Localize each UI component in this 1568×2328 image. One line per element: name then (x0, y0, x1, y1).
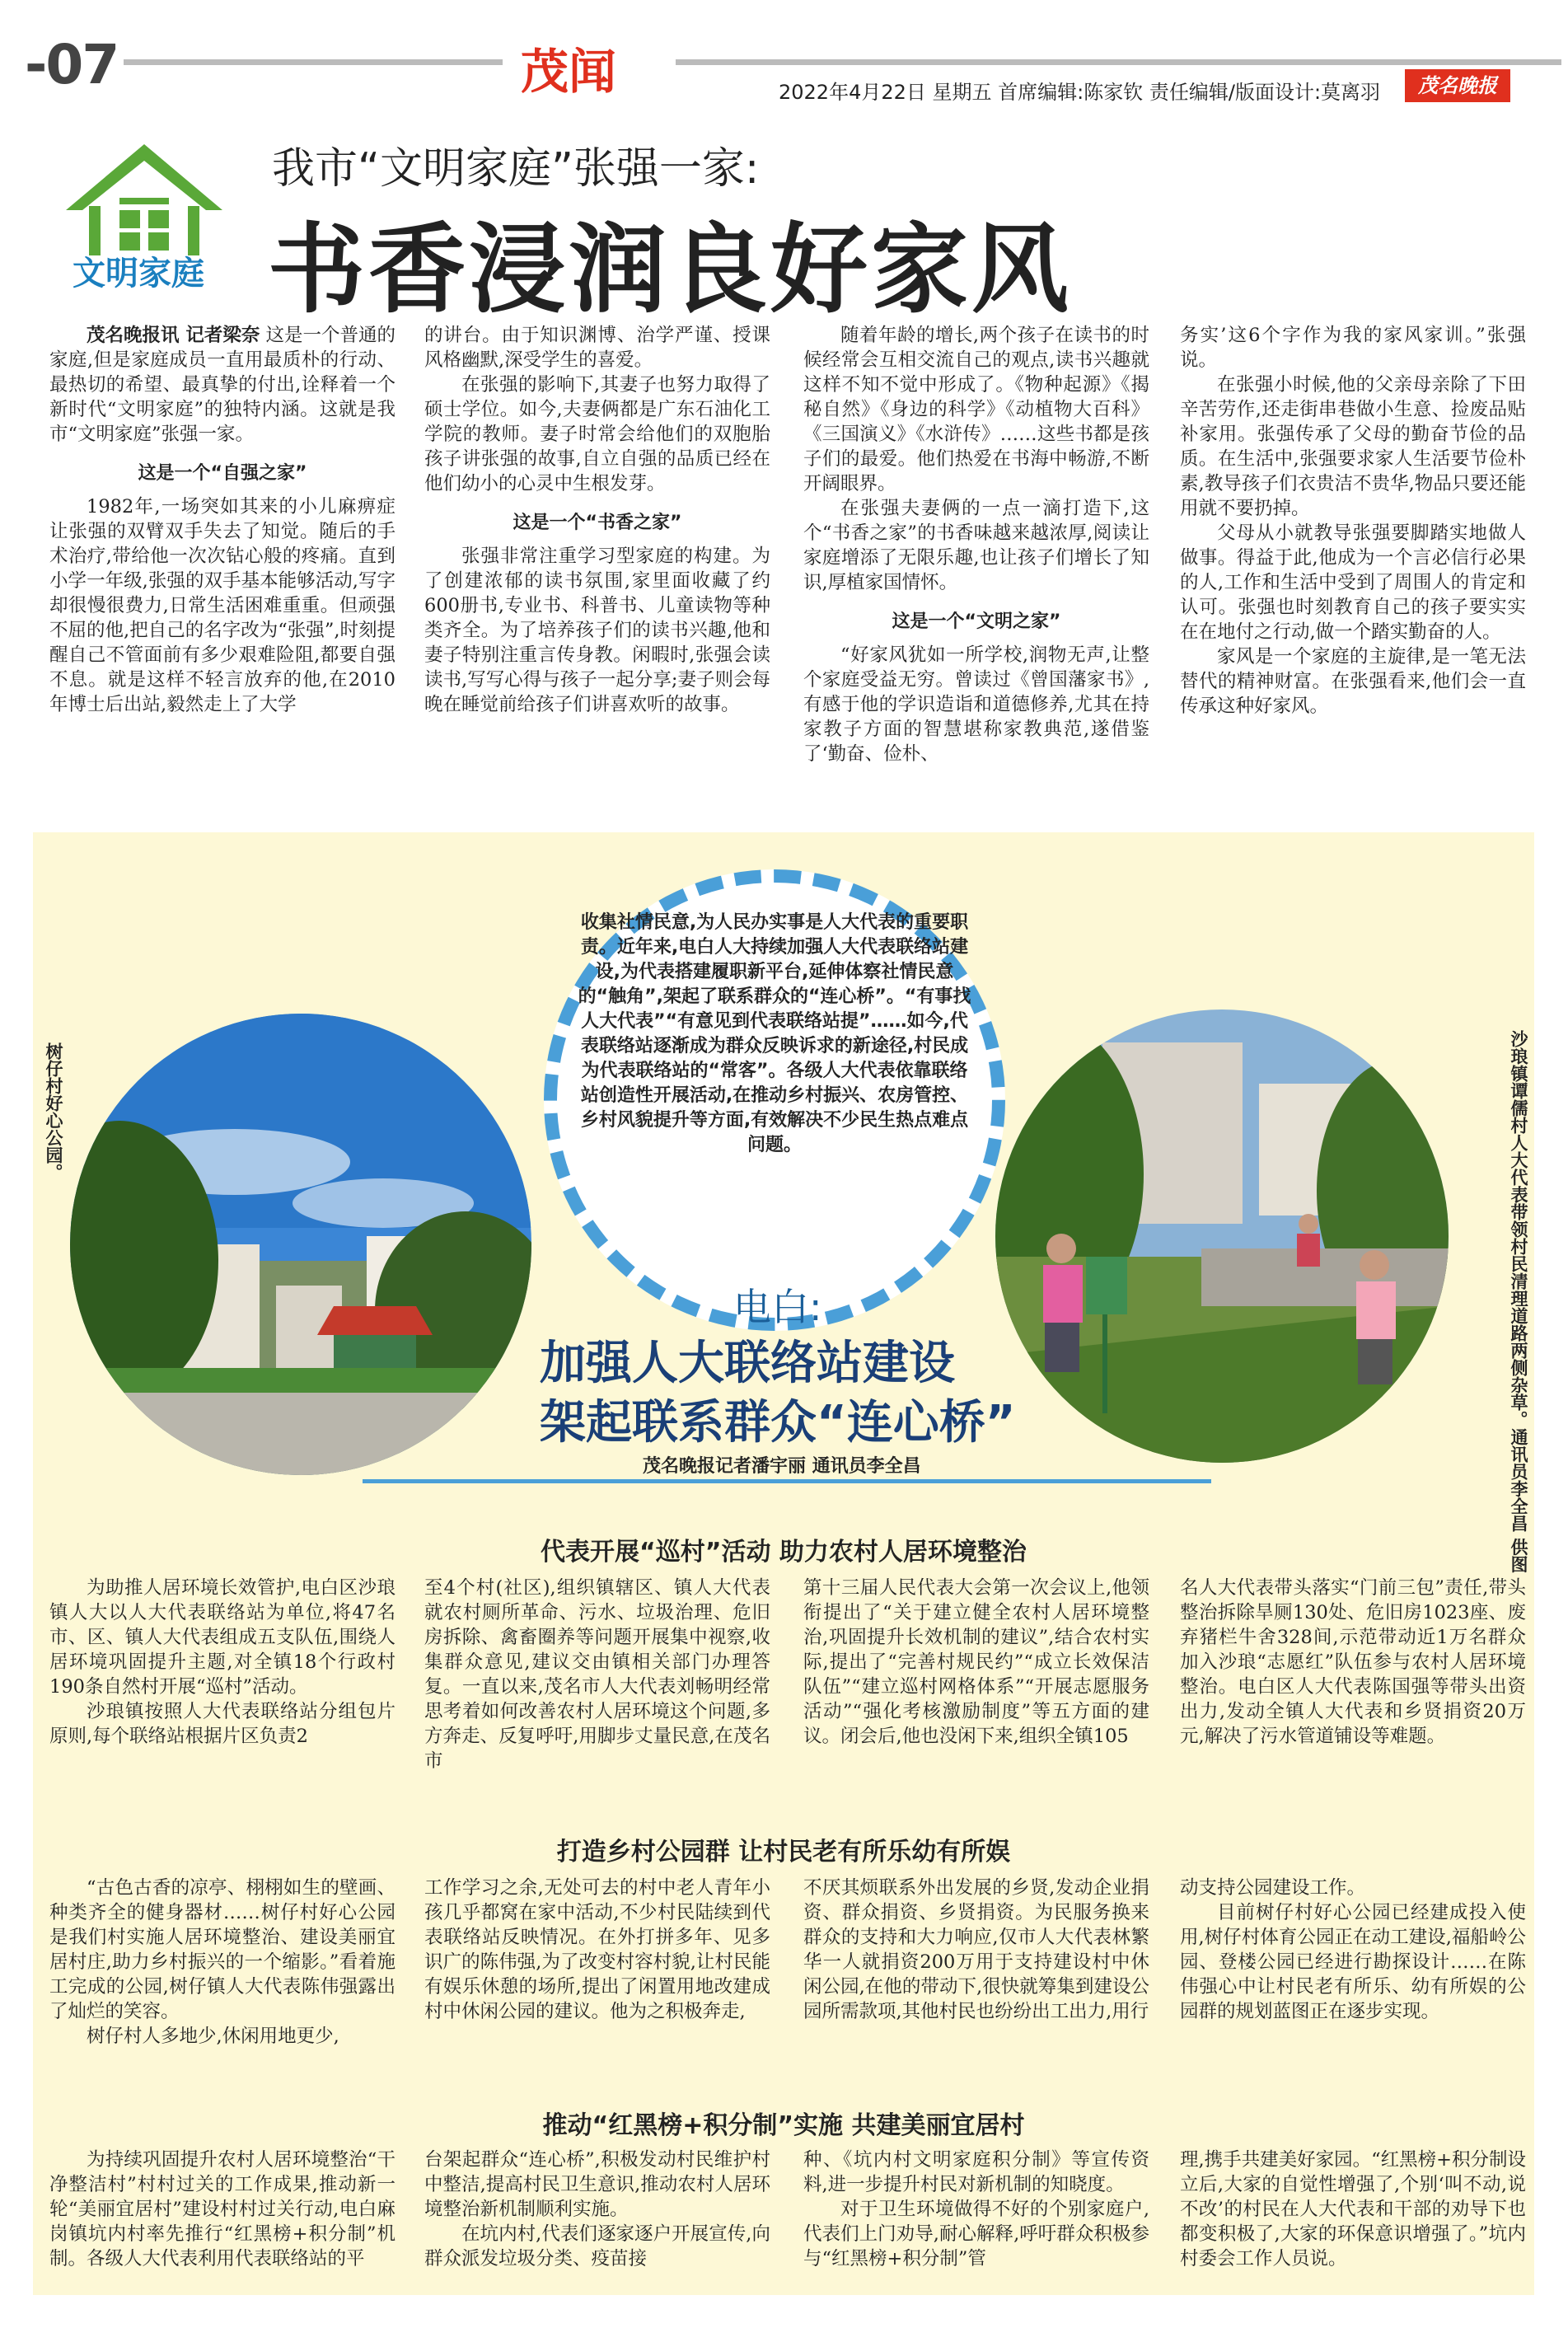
paragraph: 至4个村(社区),组织镇辖区、镇人大代表就农村厕所革命、污水、垃圾治理、危旧房拆除、禽畜圈养等问题开展集中视察,收集群众意见,建议交由镇相关部门办理答复。一直以来,茂名市人大代表刘畅明经常思考着如何改善农村人居环境这个问题,多方奔走、反复呼吁,用脚步丈量民意,在茂名市 (424, 1577, 770, 1772)
dateline: 2022年4月22日 星期五 首席编辑:陈家钦 责任编辑/版面设计:莫离羽 (779, 81, 1381, 104)
photo-caption-right: 沙琅镇谭儒村人大代表带领村民清理道路两侧杂草。通讯员李全昌 供图 (1509, 1030, 1528, 1573)
s2-col2 (424, 1876, 770, 2024)
feature-title-line2: 架起联系群众“连心桥” (540, 1396, 1016, 1450)
s1-col1 (49, 1576, 396, 1749)
paragraph: 为持续巩固提升农村人居环境整治“干净整洁村”村村过关的工作成果,推动新一轮“美丽宜居村”建设村村过关行动,电白麻岗镇坑内村率先推行“红黑榜+积分制”机制。各级人大代表利用代表联络站的平 (49, 2149, 396, 2269)
paragraph: 在张强夫妻俩的一点一滴打造下,这个“书香之家”的书香味越来越浓厚,阅读让家庭增添了无限乐趣,也让孩子们增长了知识,厚植家国情怀。 (803, 498, 1149, 593)
paragraph: 工作学习之余,无处可去的村中老人青年小孩几乎都窝在家中活动,不少村民陆续到代表联络站反映情况。在外打拼多年、见多识广的陈伟强,为了改变村容村貌,让村民能有娱乐休憩的场所,提出了闲置用地改建成村中休闲公园的建议。他为之积极奔走, (424, 1877, 770, 2022)
paragraph: 台架起群众“连心桥”,积极发动村民维护村中整洁,提高村民卫生意识,推动农村人居环境整治新机制顺利实施。 (424, 2149, 770, 2220)
paragraph: 1982年,一场突如其来的小儿麻痹症让张强的双臂双手失去了知觉。随后的手术治疗,带给他一次次钻心般的疼痛。直到小学一年级,张强的双手基本能够活动,写字却很慢很费力,日常生活困难重重。但顽强不屈的他,把自己的名字改为“张强”,时刻提醒自己不管面前有多少艰难险阻,都要自强不息。就是这样不轻言放弃的他,在2010年博士后出站,毅然走上了大学 (49, 496, 396, 715)
paragraph: 在张强的影响下,其妻子也努力取得了硕士学位。如今,夫妻俩都是广东石油化工学院的教师。妻子时常会给他们的双胞胎孩子讲张强的故事,自立自强的品质已经在他们幼小的心灵中生根发芽。 (424, 374, 770, 494)
paragraph: 为助推人居环境长效管护,电白区沙琅镇人大以人大代表联络站为单位,将47名市、区、镇人大代表组成五支队伍,围绕人居环境巩固提升主题,对全镇18个行政村190条自然村开展“巡村”活动。 (49, 1577, 396, 1698)
article-title: 书香浸润良好家风 (268, 213, 1073, 326)
section-heading-1: 代表开展“巡村”活动 助力农村人居环境整治 (541, 1538, 1027, 1567)
feature-rule (363, 1479, 1211, 1483)
s3-col1 (49, 2148, 396, 2271)
s3-col2 (424, 2148, 770, 2271)
paragraph: 不厌其烦联系外出发展的乡贤,发动企业捐资、群众捐资、乡贤捐资。为民服务换来群众的支持和大力响应,仅市人大代表林繁华一人就捐资200万用于支持建设村中休闲公园,在他的带动下,很快就筹集到建设公园所需款项,其他村民也纷纷出工出力,用行 (803, 1877, 1149, 2022)
s2-col1 (49, 1876, 396, 2049)
article1-col4 (1180, 323, 1526, 719)
paragraph: 沙琅镇按照人大代表联络站分组包片原则,每个联络站根据片区负责2 (49, 1701, 396, 1747)
paragraph: 理,携手共建美好家园。“红黑榜+积分制设立后,大家的自觉性增强了,个别‘叫不动,说不改’的村民在人大代表和干部的劝导下也都变积极了,大家的环保意识增强了。”坑内村委会工作人员说。 (1180, 2149, 1527, 2269)
article1-col2 (424, 323, 770, 717)
s1-col3 (803, 1576, 1149, 1749)
article1-col1 (49, 323, 396, 717)
paragraph: 随着年龄的增长,两个孩子在读书的时候经常会互相交流自己的观点,读书兴趣就这样不知不觉中形成了。《物种起源》《揭秘自然》《身边的科学》《动植物大百科》《三国演义》《水浒传》……这些书都是孩子们的最爱。他们热爱在书海中畅游,不断开阔眼界。 (803, 325, 1149, 494)
paragraph: 第十三届人民代表大会第一次会议上,他领衔提出了“关于建立健全农村人居环境整治,巩固提升长效机制的建议”,结合农村实际,提出了“完善村规民约”“成立长效保洁队伍”“建立巡村网格体系”“开展志愿服务活动”“强化考核激励制度”等五方面的建议。闭会后,他也没闲下来,组织全镇105 (803, 1577, 1149, 1747)
subhead-1: 这是一个“自强之家” (138, 463, 307, 484)
feature-kicker: 电白: (733, 1285, 822, 1329)
badge-label: 文明家庭 (73, 255, 204, 293)
paragraph: 在坑内村,代表们逐家逐户开展宣传,向群众派发垃圾分类、疫苗接 (424, 2223, 770, 2269)
section-name: 茂闻 (521, 44, 617, 100)
paragraph: 的讲台。由于知识渊博、治学严谨、授课风格幽默,深受学生的喜爱。 (424, 325, 770, 371)
byline: 茂名晚报讯 记者梁奈 (87, 325, 260, 346)
feature-title-line1: 加强人大联络站建设 (540, 1337, 955, 1390)
s2-col3 (803, 1876, 1149, 2024)
intro-text: 收集社情民意,为人民办实事是人大代表的重要职责。近年来,电白人大持续加强人大代表联络站建设,为代表搭建履职新平台,延伸体察社情民意的“触角”,架起了联系群众的“连心桥”。“有事找人大代表”“有意见到代表联络站提”……如今,代表联络站逐渐成为群众反映诉求的新途径,村民成为代表联络站的“常客”。各级人大代表依靠联络站创造性开展活动,在推动乡村振兴、农房管控、乡村风貌提升等方面,有效解决不少民生热点难点问题。 (578, 912, 971, 1155)
paragraph: 务实’这6个字作为我的家风家训。”张强说。 (1180, 325, 1526, 371)
masthead-logo: 茂名晚报 (1405, 69, 1510, 102)
paragraph: 种、《坑内村文明家庭积分制》等宣传资料,进一步提升村民对新机制的知晓度。 (803, 2149, 1149, 2195)
article-kicker: 我市“文明家庭”张强一家: (272, 144, 760, 194)
photo-caption-left: 树仔村好心公园。 (44, 1042, 63, 1181)
paragraph: 对于卫生环境做得不好的个别家庭户,代表们上门劝导,耐心解释,呼吁群众积极参与“红黑榜+积分制”管 (803, 2199, 1149, 2269)
subhead-3: 这是一个“文明之家” (892, 611, 1061, 632)
section-heading-2: 打造乡村公园群 让村民老有所乐幼有所娱 (556, 1838, 1011, 1867)
park-photo (70, 1014, 531, 1475)
lead-paragraph: 这是一个普通的家庭,但是家庭成员一直用最质朴的行动、最热切的希望、最真挚的付出,诠释着一个新时代“文明家庭”的独特内涵。这就是我市“文明家庭”张强一家。 (49, 325, 396, 445)
article1-col3 (803, 323, 1149, 766)
header-rule-left (124, 59, 503, 65)
s1-col4 (1180, 1576, 1526, 1749)
s2-col4 (1180, 1876, 1526, 2024)
paragraph: 名人大代表带头落实“门前三包”责任,带头整治拆除旱厕130处、危旧房1023座、废弃猪栏牛舍328间,示范带动近1万名群众加入沙琅“志愿红”队伍参与农村人居环境整治。电白区人大代表陈国强等带头出资出力,发动全镇人大代表和乡贤捐资20万元,解决了污水管道铺设等难题。 (1180, 1577, 1526, 1747)
page-number: -07 (25, 33, 119, 96)
paragraph: 家风是一个家庭的主旋律,是一笔无法替代的精神财富。在张强看来,他们会一直传承这种好家风。 (1180, 646, 1526, 717)
workers-photo (995, 1009, 1449, 1463)
paragraph: “古色古香的凉亭、栩栩如生的壁画、种类齐全的健身器材……树仔村好心公园是我们村实施人居环境整治、建设美丽宜居村庄,助力乡村振兴的一个缩影。”看着施工完成的公园,树仔镇人大代表陈伟强露出了灿烂的笑容。 (49, 1877, 396, 2022)
header-rule-right (676, 59, 1561, 65)
paragraph: 动支持公园建设工作。 (1180, 1877, 1366, 1899)
section-heading-3: 推动“红黑榜+积分制”实施 共建美丽宜居村 (542, 2111, 1025, 2140)
paragraph: 树仔村人多地少,休闲用地更少, (87, 2026, 339, 2047)
s3-col4 (1180, 2148, 1526, 2271)
paragraph: 张强非常注重学习型家庭的构建。为了创建浓郁的读书氛围,家里面收藏了约600册书,专业书、科普书、儿童读物等种类齐全。为了培养孩子们的读书兴趣,他和妻子特别注重言传身教。闲暇时,张强会读读书,写写心得与孩子一起分享;妻子则会每晚在睡觉前给孩子们讲喜欢听的故事。 (424, 546, 770, 715)
s1-col2 (424, 1576, 770, 1773)
s3-col3 (803, 2148, 1149, 2271)
subhead-2: 这是一个“书香之家” (513, 513, 682, 533)
paragraph: 在张强小时候,他的父亲母亲除了下田辛苦劳作,还走街串巷做小生意、捡废品贴补家用。张强传承了父母的勤奋节俭的品质。在生活中,张强要求家人生活要节俭朴素,教导孩子们衣贵洁不贵华,物品只要还能用就不要扔掉。 (1180, 374, 1526, 519)
paragraph: 目前树仔村好心公园已经建成投入使用,树仔村体育公园正在动工建设,福船岭公园、登楼公园已经进行勘探设计……在陈伟强心中让村民老有所乐、幼有所娱的公园群的规划蓝图正在逐步实现。 (1180, 1902, 1526, 2022)
paragraph: 父母从小就教导张强要脚踏实地做人做事。得益于此,他成为一个言必信行必果的人,工作和生活中受到了周围人的肯定和认可。张强也时刻教育自己的孩子要实实在在地付之行动,做一个踏实勤奋的人。 (1180, 522, 1526, 643)
paragraph: “好家风犹如一所学校,润物无声,让整个家庭受益无穷。曾读过《曾国藩家书》,有感于他的学识造诣和道德修养,尤其在持家教子方面的智慧堪称家教典范,遂借鉴了‘勤奋、俭朴、 (803, 644, 1149, 765)
feature-byline: 茂名晚报记者潘宇丽 通讯员李全昌 (643, 1456, 921, 1477)
